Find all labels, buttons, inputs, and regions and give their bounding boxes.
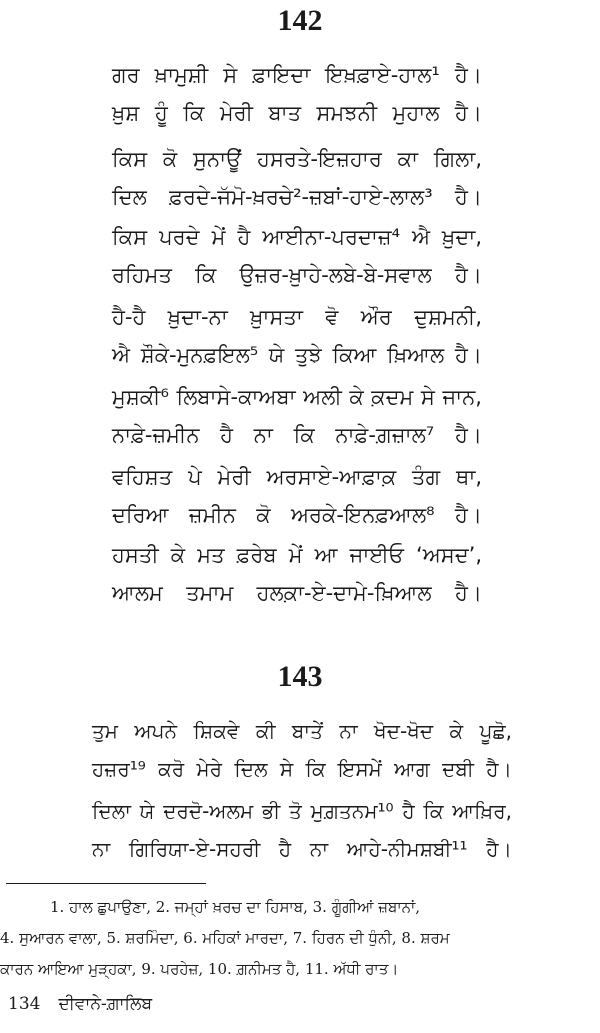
verse-line: ਐ ਸ਼ੌਕੇ-ਮੁਨਫ਼ਇਲ⁵ ਯੇ ਤੁਝੇ ਕਿਆ ਖ਼ਿਆਲ ਹੈ। — [112, 343, 482, 367]
verse-line: ਰਹਿਮਤ ਕਿ ਉਜ਼ਰ-ਖ਼ੁਾਹੇ-ਲਬੇ-ਬੇ-ਸਵਾਲ ਹੈ। — [112, 263, 482, 287]
verse-line: ਦਿਲਾ ਯੇ ਦਰਦੋ-ਅਲਮ ਭੀ ਤੋ ਮੁਗ਼ਤਨਮ¹⁰ ਹੈ ਕਿ ਆਖ਼ਿਰ, — [92, 799, 512, 823]
verse-line: ਖ਼ੁਸ਼ ਹੂੰ ਕਿ ਮੇਰੀ ਬਾਤ ਸਮਝਨੀ ਮੁਹਾਲ ਹੈ। — [112, 101, 482, 125]
verse-line: ਦਿਲ ਫ਼ਰਦੇ-ਜੱਮੋ-ਖ਼ਰਚੇ²-ਜ਼ਬਾਂ-ਹਾਏ-ਲਾਲ³ ਹੈ। — [112, 185, 482, 209]
footnote-line: 4. ਸੁਆਰਨ ਵਾਲਾ, 5. ਸ਼ਰਮਿੰਦਾ, 6. ਮਹਿਕਾਂ ਮਾਰਦਾ, 7. ਹਿਰਨ ਦੀ ਧੁੰਨੀ, 8. ਸ਼ਰਮ — [0, 929, 450, 947]
verse-line: ਗਰ ਖ਼ਾਮੁਸ਼ੀ ਸੇ ਫ਼ਾਇਦਾ ਇਖ਼ਫ਼ਾਏ-ਹਾਲ¹ ਹੈ। — [112, 63, 482, 87]
verse-line: ਹਸਤੀ ਕੇ ਮਤ ਫ਼ਰੇਬ ਮੇਂ ਆ ਜਾਈਓ ‘ਅਸਦ’, — [112, 543, 482, 567]
couplet — [112, 218, 482, 294]
ghazal-number: 143 — [277, 660, 323, 693]
footnotes — [0, 892, 590, 985]
couplet — [92, 712, 512, 788]
footnote-divider — [6, 883, 206, 884]
couplet — [112, 140, 482, 216]
page-footer — [8, 994, 170, 1014]
couplet — [112, 56, 482, 132]
footnote-line: 1. ਹਾਲ ਛੁਪਾਉਣਾ, 2. ਜਮ੍ਹਾਂ ਖ਼ਰਚ ਦਾ ਹਿਸਾਬ, 3. ਗੂੰਗੀਆਂ ਜ਼ਬਾਨਾਂ, — [50, 898, 421, 916]
couplet — [112, 536, 482, 612]
verse-line: ਕਿਸ ਕੋ ਸੁਨਾਊਂ ਹਸਰਤੇ-ਇਜ਼ਹਾਰ ਕਾ ਗਿਲਾ, — [112, 147, 482, 171]
verse-line: ਨਾ ਗਿਰਿਯਾ-ਏ-ਸਹਰੀ ਹੈ ਨਾ ਆਹੇ-ਨੀਮਸ਼ਬੀ¹¹ ਹੈ। — [92, 837, 512, 861]
verse-line: ਆਲਮ ਤਮਾਮ ਹਲਕ਼ਾ-ਏ-ਦਾਮੇ-ਖ਼ਿਆਲ ਹੈ। — [112, 581, 482, 605]
verse-line: ਹਜ਼ਰ¹⁹ ਕਰੋ ਮੇਰੇ ਦਿਲ ਸੇ ਕਿ ਇਸਮੇਂ ਆਗ ਦਬੀ ਹੈ। — [92, 757, 512, 781]
verse-line: ਨਾਫ਼ੇ-ਜ਼ਮੀਨ ਹੈ ਨਾ ਕਿ ਨਾਫ਼ੇ-ਗ਼ਜ਼ਾਲ⁷ ਹੈ। — [112, 423, 482, 447]
couplet — [112, 378, 482, 454]
couplet — [112, 298, 482, 374]
page-number: 134 — [8, 994, 41, 1014]
couplet — [112, 458, 482, 534]
book-title: ਦੀਵਾਨੇ-ਗ਼ਾਲਿਬ — [58, 994, 153, 1014]
verse-line: ਵਹਿਸ਼ਤ ਪੇ ਮੇਰੀ ਅਰਸਾਏ-ਆਫ਼ਾਕ਼ ਤੰਗ ਥਾ, — [112, 465, 482, 489]
verse-line: ਹੈ-ਹੈ ਖ਼ੁਦਾ-ਨਾ ਖ਼ੁਾਸਤਾ ਵੋ ਔਰ ਦੁਸ਼ਮਨੀ, — [112, 305, 482, 329]
verse-line: ਮੁਸ਼ਕੀ⁶ ਲਿਬਾਸੇ-ਕਾਅਬਾ ਅਲੀ ਕੇ ਕ਼ਦਮ ਸੇ ਜਾਨ, — [112, 385, 482, 409]
verse-line: ਤੁਮ ਅਪਨੇ ਸ਼ਿਕਵੇ ਕੀ ਬਾਤੇਂ ਨਾ ਖੋਦ-ਖੋਦ ਕੇ ਪੂਛੋ, — [92, 719, 512, 743]
verse-line: ਦਰਿਆ ਜ਼ਮੀਨ ਕੋ ਅਰਕੇ-ਇਨਫ਼ਆਲ⁸ ਹੈ। — [112, 503, 482, 527]
footnote-line: ਕਾਰਨ ਆਇਆ ਮੁੜ੍ਹਕਾ, 9. ਪਰਹੇਜ਼, 10. ਗ਼ਨੀਮਤ ਹੈ, 11. ਅੱਧੀ ਰਾਤ। — [0, 960, 399, 978]
ghazal-number: 142 — [277, 4, 323, 37]
couplet — [92, 792, 512, 868]
verse-line: ਕਿਸ ਪਰਦੇ ਮੇਂ ਹੈ ਆਈਨਾ-ਪਰਦਾਜ਼⁴ ਐ ਖ਼ੁਦਾ, — [112, 225, 482, 249]
